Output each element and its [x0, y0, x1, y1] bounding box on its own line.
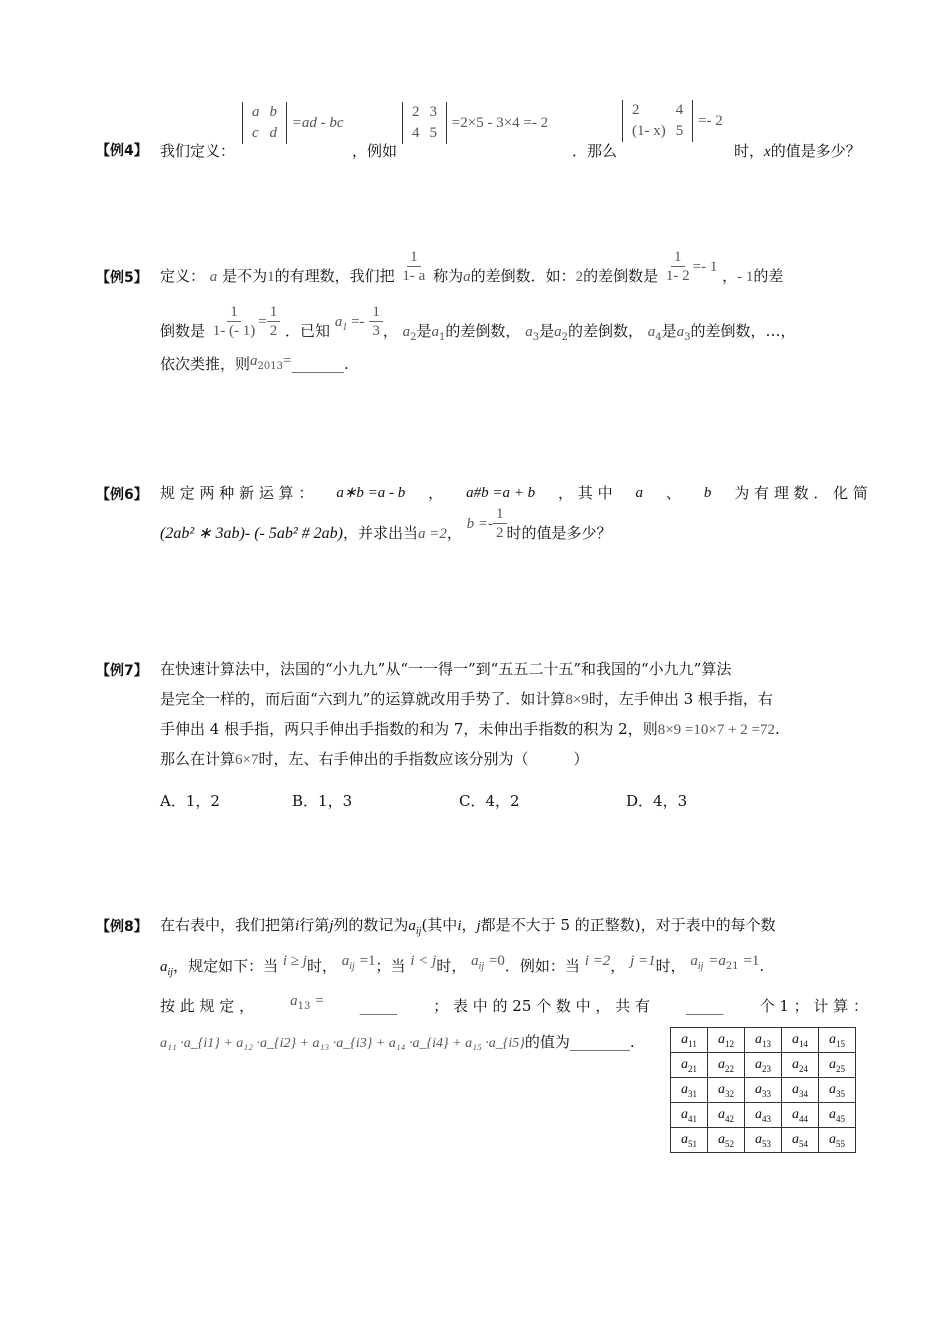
example-4-text-1: 我们定义：	[160, 142, 236, 160]
matrix-cell: $a_{44}$	[782, 1103, 819, 1128]
answer-blank-ones-count: _____	[686, 997, 724, 1015]
matrix-cell: $a_{21}$	[671, 1053, 708, 1078]
matrix-table	[670, 1027, 856, 1153]
example-5-line-3: 依次类推，则$a_{2013}=\_\_\_\_\_\_\_$.	[160, 353, 349, 373]
example-8-line-3: 按 此 规 定 ， $a_{13}$ = _____ ； 表 中 的 25 个 数 中 ， 共 有 _____ 个 1 ； 计 算 ：	[160, 995, 868, 1024]
example-4-text-4: 时，	[734, 142, 765, 160]
fraction-reciprocal-diff: $\frac{1}{1- a}$	[402, 248, 426, 284]
matrix-cell: $a_{35}$	[819, 1078, 856, 1103]
example-7-line-4: 那么在计算6×7时，左、右手伸出的手指数应该分别为（ ）	[160, 750, 589, 768]
choice-b: B．1，3	[292, 792, 353, 810]
example-4-text-3: ．那么	[572, 142, 618, 160]
example-7-line-3: 手伸出 4 根手指，两只手伸出手指数的和为 7，未伸出手指数的积为 2，则8×9 =10×7 + 2 =72.	[160, 720, 780, 738]
matrix-cell: $a_{24}$	[782, 1053, 819, 1078]
choice-a: A．1，2	[160, 792, 220, 810]
matrix-row	[671, 1078, 856, 1103]
matrix-cell: $a_{15}$	[819, 1028, 856, 1053]
operation-hash: a#b =a + b	[466, 485, 536, 501]
matrix-cell: $a_{54}$	[782, 1128, 819, 1153]
example-7	[96, 650, 870, 820]
choice-c: C．4，2	[459, 792, 520, 810]
definition-formula: =ad - bc	[291, 115, 344, 131]
fraction-example-2: $\frac{1}{1- 2}$	[665, 248, 690, 284]
matrix-cell: $a_{11}$	[671, 1028, 708, 1053]
example-5	[96, 240, 870, 380]
fraction-half-b: $\frac{1}{2}$	[493, 505, 507, 542]
example-6-line-1: 规 定 两 种 新 运 算 ： a∗b =a - b ， a#b =a + b ， 其 中 a 、 b 为 有 理 数 ． 化 简	[160, 484, 868, 502]
matrix-cell: $a_{41}$	[671, 1103, 708, 1128]
matrix-cell: $a_{51}$	[671, 1128, 708, 1153]
matrix-cell: $a_{12}$	[708, 1028, 745, 1053]
matrix-cell: $a_{23}$	[745, 1053, 782, 1078]
matrix-cell: $a_{53}$	[745, 1128, 782, 1153]
matrix-row	[671, 1053, 856, 1078]
example-4-tag: 【例4】	[96, 143, 148, 159]
determinant-example: 2 3 4 5 =2×5 - 3×4 =- 2	[402, 102, 548, 144]
answer-blank-a2013: _______	[291, 355, 344, 373]
matrix-row	[671, 1028, 856, 1053]
determinant-question: 2 4 (1- x) 5 =- 2	[622, 100, 723, 142]
matrix-cell: $a_{32}$	[708, 1078, 745, 1103]
matrix-cell: $a_{22}$	[708, 1053, 745, 1078]
operation-star: a∗b =a - b	[336, 485, 406, 501]
example-formula: =2×5 - 3×4 =- 2	[451, 115, 549, 131]
example-4-text-5: 的值是多少？	[770, 142, 861, 160]
answer-blank-sum: ________	[569, 1033, 630, 1051]
choice-d: D．4，3	[626, 792, 688, 810]
matrix-cell: $a_{34}$	[782, 1078, 819, 1103]
example-4-text-2: ，例如	[352, 142, 398, 160]
example-6-line-2: (2ab² ∗ 3ab)- (- 5ab² # 2ab)，并求出当a =2， b =- $\frac{1}{2}$ 时的值是多少？	[160, 505, 612, 542]
a1-term: $a_1$ =-	[334, 314, 365, 333]
example-5-line-2: 倒数是 $\frac{1}{1- (- 1)}$ = $\frac{1}{2}$ ．已知 $a_1$ =- $\frac{1}{3}$ ， $a_2$是$a_1$的差倒数， $a_3$是$a_2$的差倒数， $a_4$是$a_3$的差倒数，…，	[160, 303, 796, 343]
question-formula: =- 2	[698, 113, 723, 129]
matrix-row	[671, 1128, 856, 1153]
matrix-cell: $a_{13}$	[745, 1028, 782, 1053]
fraction-third: $\frac{1}{3}$	[369, 303, 383, 340]
example-4	[96, 100, 870, 160]
matrix-cell: $a_{55}$	[819, 1128, 856, 1153]
example-8-tag: 【例8】	[96, 919, 148, 935]
matrix-cell: $a_{25}$	[819, 1053, 856, 1078]
example-7-line-1: 在快速计算法中，法国的“小九九”从“一一得一”到“五五二十五”和我国的“小九九”算法	[160, 660, 732, 678]
expression-to-simplify: (2ab² ∗ 3ab)- (- 5ab² # 2ab)	[160, 525, 343, 542]
matrix-cell: $a_{42}$	[708, 1103, 745, 1128]
matrix-cell: $a_{43}$	[745, 1103, 782, 1128]
example-8-line-2: $a_{ij}$，规定如下：当 i ≥ j时， $a_{ij} =1$；当 i < j时， $a_{ij} =0$．例如：当 i =2， j =1时， $a_{ij} =a_{21} =1$.	[160, 953, 765, 978]
example-8-line-1: 在右表中，我们把第i行第j列的数记为$a_{ij}$(其中i，j都是不大于 5 的正整数)，对于表中的每个数	[160, 916, 776, 937]
matrix-cell: $a_{31}$	[671, 1078, 708, 1103]
matrix-cell: $a_{14}$	[782, 1028, 819, 1053]
matrix-cell: $a_{45}$	[819, 1103, 856, 1128]
example-7-line-2: 是完全一样的，而后面“六到九”的运算就改用手势了．如计算8×9时，左手伸出 3 根手指，右	[160, 690, 773, 708]
fraction-half: $\frac{1}{2}$	[267, 303, 281, 340]
matrix-cell: $a_{33}$	[745, 1078, 782, 1103]
example-7-tag: 【例7】	[96, 663, 148, 679]
example-6-tag: 【例6】	[96, 487, 148, 503]
answer-blank-a13: _____	[359, 997, 398, 1015]
sum-expression: a₁₁ ·a_{i1} + a₁₂ ·a_{i2} + a₁₃ ·a_{i3} + a₁₄ ·a_{i4} + a₁₅ ·a_{i5}	[160, 1036, 525, 1051]
fraction-example-neg1: $\frac{1}{1- (- 1)}$	[212, 303, 256, 339]
example-6	[96, 470, 870, 570]
example-5-line-1: 定义： a 是不为1的有理数，我们把 $\frac{1}{1- a}$ 称为a的差倒数．如：2的差倒数是 $\frac{1}{1- 2}$ =- 1 ，- 1的差	[160, 248, 784, 285]
example-5-tag: 【例5】	[96, 270, 148, 286]
matrix-row	[671, 1103, 856, 1128]
determinant-definition: a b c d =ad - bc	[242, 102, 344, 144]
matrix-cell: $a_{52}$	[708, 1128, 745, 1153]
variable-x: x	[764, 144, 771, 160]
example-8-line-4: a₁₁ ·a_{i1} + a₁₂ ·a_{i2} + a₁₃ ·a_{i3} + a₁₄ ·a_{i4} + a₁₅ ·a_{i5}的值为________.	[160, 1033, 635, 1051]
